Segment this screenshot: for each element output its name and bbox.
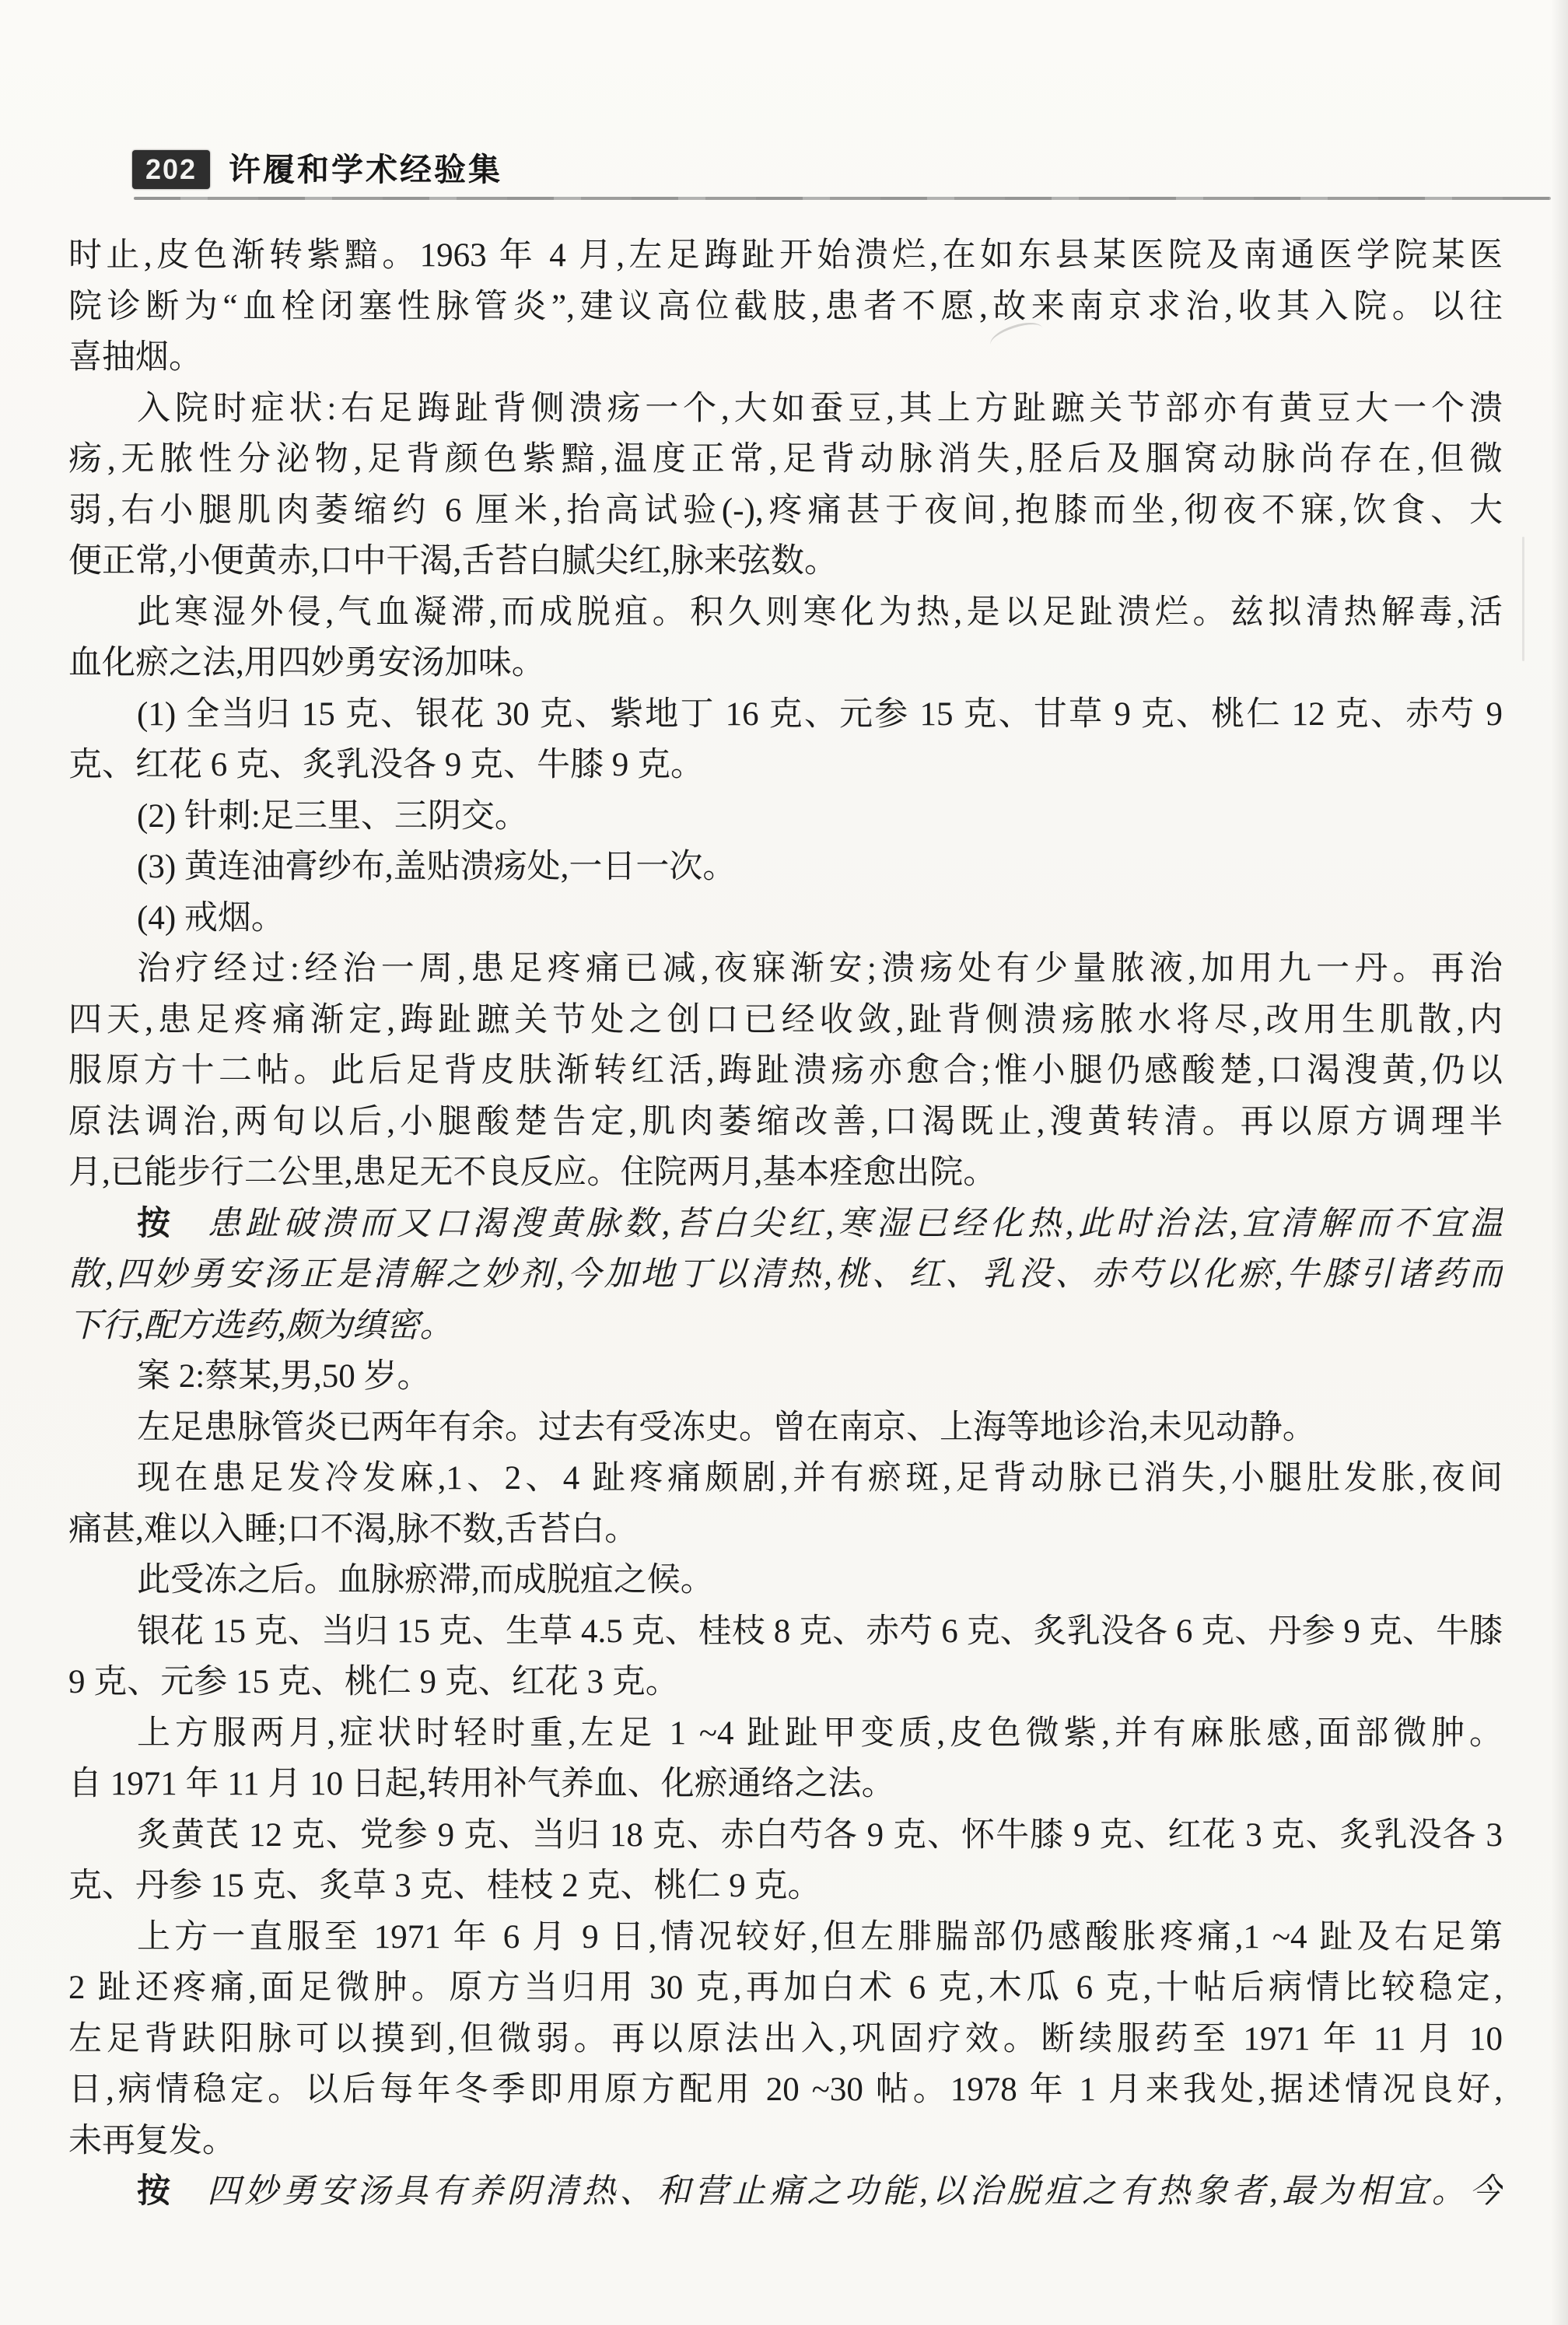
annotation-line: [68, 1199, 1503, 1250]
text-line: 日,病情稳定。以后每年冬季即用原方配用 20 ~30 帖。1978 年 1 月来我处,据述情况良好,: [68, 2071, 1503, 2108]
text-line: 未再复发。: [68, 2122, 236, 2159]
page-header: [132, 150, 502, 189]
text-line: 痛甚,难以入睡;口不渴,脉不数,舌苔白。: [68, 1511, 639, 1548]
text-line: 此寒湿外侵,气血凝滞,而成脱疽。积久则寒化为热,是以足趾溃烂。兹拟清热解毒,活: [137, 594, 1503, 631]
text-line: 原法调治,两旬以后,小腿酸楚告定,肌肉萎缩改善,口渴既止,溲黄转清。再以原方调理半: [68, 1103, 1503, 1140]
annotation-text: 患趾破溃而又口渴溲黄脉数,苔白尖红,寒湿已经化热,此时治法,宜清解而不宜温: [207, 1205, 1503, 1242]
text-line: 时止,皮色渐转紫黯。1963 年 4 月,左足踇趾开始溃烂,在如东县某医院及南通医学院某医: [68, 237, 1503, 274]
annotation-label: 按: [137, 1204, 175, 1242]
text-line: 2 趾还疼痛,面足微肿。原方当归用 30 克,再加白术 6 克,木瓜 6 克,十帖后病情比较稳定,: [68, 1970, 1503, 2006]
text-line: (4) 戒烟。: [137, 899, 285, 937]
text-line: 下行,配方选药,颇为缜密。: [68, 1307, 453, 1344]
text-line: 入院时症状:右足踇趾背侧溃疡一个,大如蚕豆,其上方趾蹠关节部亦有黄豆大一个溃: [137, 390, 1503, 427]
text-line: 克、丹参 15 克、炙草 3 克、桂枝 2 克、桃仁 9 克。: [68, 1868, 821, 1904]
text-line: (3) 黄连油膏纱布,盖贴溃疡处,一日一次。: [137, 849, 737, 885]
text-line: 自 1971 年 11 月 10 日起,转用补气养血、化瘀通络之法。: [68, 1766, 895, 1802]
text-line: 此受冻之后。血脉瘀滞,而成脱疽之候。: [137, 1562, 714, 1598]
text-line: 院诊断为“血栓闭塞性脉管炎”,建议高位截肢,患者不愿,故来南京求治,收其入院。以往: [68, 288, 1503, 325]
text-line: 疡,无脓性分泌物,足背颜色紫黯,温度正常,足背动脉消失,胫后及腘窝动脉尚存在,但微: [68, 441, 1503, 478]
annotation-line: [68, 2166, 1503, 2218]
text-line: 炙黄芪 12 克、党参 9 克、当归 18 克、赤白芍各 9 克、怀牛膝 9 克、红花 3 克、炙乳没各 3: [137, 1816, 1503, 1854]
text-line: 上方一直服至 1971 年 6 月 9 日,情况较好,但左腓腨部仍感酸胀疼痛,1 ~4 趾及右足第: [137, 1918, 1503, 1956]
text-line: 治疗经过:经治一周,患足疼痛已减,夜寐渐安;溃疡处有少量脓液,加用九一丹。再治: [137, 951, 1503, 987]
text-line: 便正常,小便黄赤,口中干渴,舌苔白腻尖红,脉来弦数。: [68, 543, 838, 579]
text-line: 克、红花 6 克、炙乳没各 9 克、牛膝 9 克。: [68, 747, 704, 783]
text-line: 血化瘀之法,用四妙勇安汤加味。: [68, 645, 545, 681]
text-line: 银花 15 克、当归 15 克、生草 4.5 克、桂枝 8 克、赤芍 6 克、炙乳没各 6 克、丹参 9 克、牛膝: [137, 1612, 1503, 1650]
text-line: 散,四妙勇安汤正是清解之妙剂,今加地丁以清热,桃、红、乳没、赤芍以化瘀,牛膝引诸药而: [68, 1256, 1503, 1293]
text-line: (1) 全当归 15 克、银花 30 克、紫地丁 16 克、元参 15 克、甘草 9 克、桃仁 12 克、赤芍 9: [137, 695, 1503, 733]
page-body: [68, 230, 1503, 2218]
book-title: 许履和学术经验集: [229, 152, 502, 187]
text-line: 弱,右小腿肌肉萎缩约 6 厘米,抬高试验(-),疼痛甚于夜间,抱膝而坐,彻夜不寐,饮食、大: [68, 492, 1503, 529]
text-line: (2) 针刺:足三里、三阴交。: [137, 797, 528, 835]
text-line: 四天,患足疼痛渐定,踇趾蹠关节处之创口已经收敛,趾背侧溃疡脓水将尽,改用生肌散,内: [68, 1001, 1503, 1038]
text-line: 服原方十二帖。此后足背皮肤渐转红活,踇趾溃疡亦愈合;惟小腿仍感酸楚,口渴溲黄,仍以: [68, 1052, 1503, 1089]
page-edge-shade: [1551, 0, 1568, 2325]
page-number-badge: 202: [132, 150, 210, 189]
annotation-label: 按: [137, 2173, 175, 2210]
text-line: 现在患足发冷发麻,1、2、4 趾疼痛颇剧,并有瘀斑,足背动脉已消失,小腿肚发胀,夜间: [137, 1460, 1503, 1497]
text-line: 上方服两月,症状时轻时重,左足 1 ~4 趾趾甲变质,皮色微紫,并有麻胀感,面部微肿。: [137, 1714, 1503, 1752]
text-line: 案 2:蔡某,男,50 岁。: [137, 1358, 431, 1395]
text-line: 9 克、元参 15 克、桃仁 9 克、红花 3 克。: [68, 1664, 679, 1700]
text-line: 月,已能步行二公里,患足无不良反应。住院两月,基本痊愈出院。: [68, 1154, 997, 1191]
scan-artifact-edge-mark: [1522, 537, 1524, 661]
text-line: 左足背趺阳脉可以摸到,但微弱。再以原法出入,巩固疗效。断续服药至 1971 年 11 月 10: [68, 2020, 1503, 2057]
text-line: 左足患脉管炎已两年有余。过去有受冻史。曾在南京、上海等地诊治,未见动静。: [137, 1409, 1316, 1446]
header-rule: [134, 197, 1551, 200]
annotation-text: 四妙勇安汤具有养阴清热、和营止痛之功能,以治脱疽之有热象者,最为相宜。今: [207, 2173, 1503, 2210]
text-line: 喜抽烟。: [68, 339, 202, 376]
